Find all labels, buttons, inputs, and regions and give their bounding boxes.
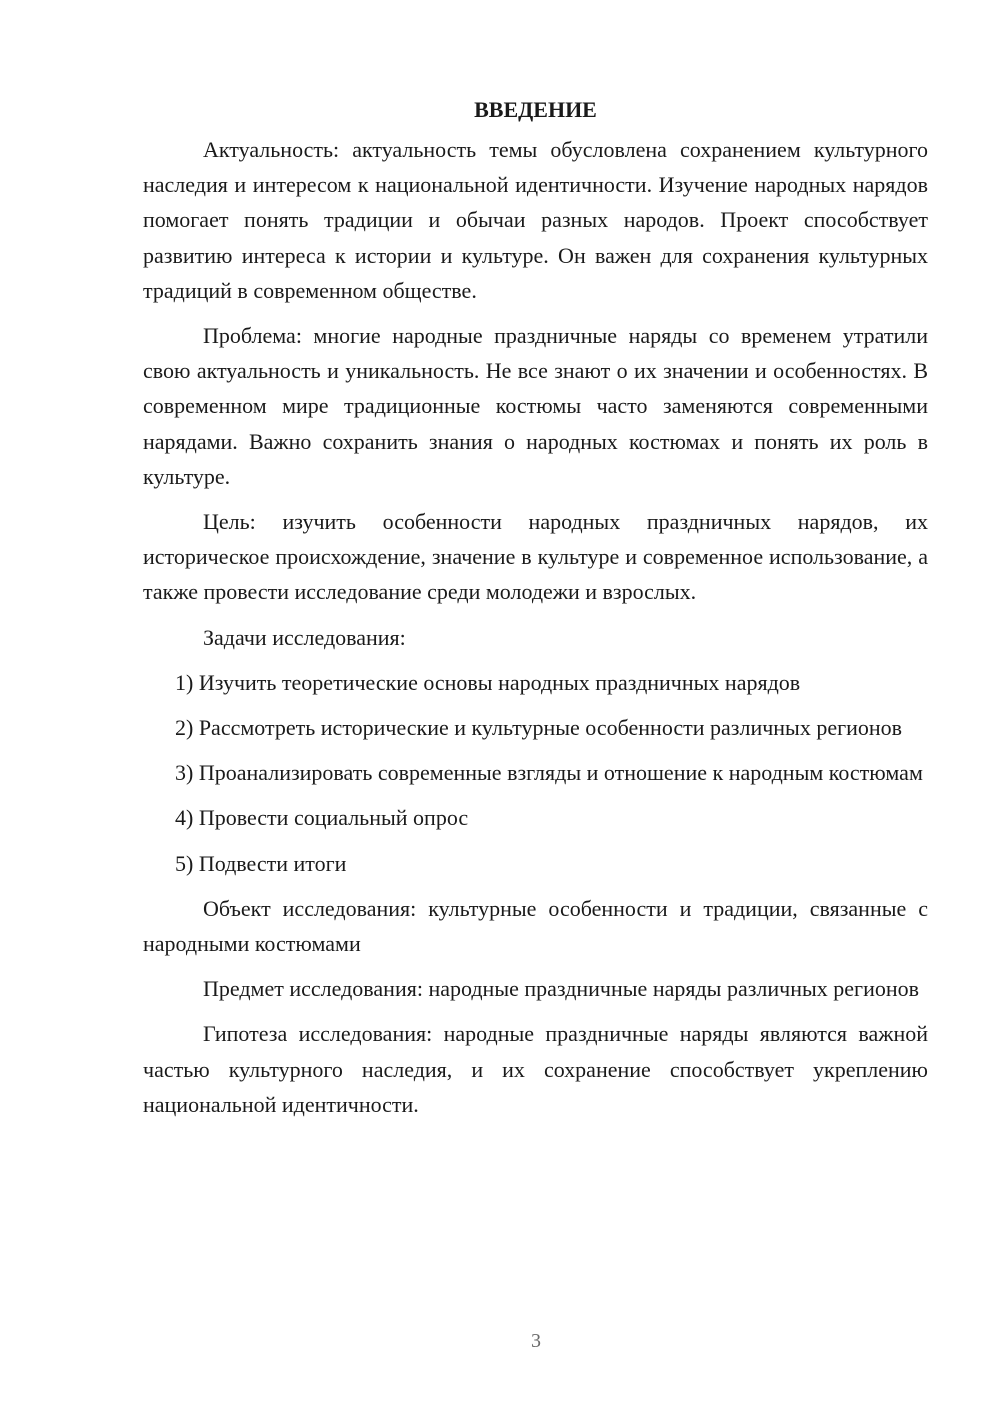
- task-item-1: 1) Изучить теоретические основы народных праздничных нарядов: [175, 669, 801, 695]
- section-heading: ВВЕДЕНИЕ: [474, 97, 597, 122]
- object-paragraph: Объект исследования: культурные особенности и традиции, связанные с народными костюмами: [143, 895, 928, 957]
- problem-paragraph: Проблема: многие народные праздничные наряды со временем утратили свою актуальность и уникальность. Не все знают о их значении и особенностях. В современном мире традиционные костюмы часто заменяются современными нарядами. Важно сохранить знания о народных костюмах и понять их роль в культуре.: [143, 323, 928, 489]
- goal-paragraph: Цель: изучить особенности народных праздничных нарядов, их историческое происхождение, значение в культуре и современное использование, а также провести исследование среди молодежи и взрослых.: [143, 509, 928, 605]
- task-item-5: 5) Подвести итоги: [175, 850, 347, 876]
- task-item-4: 4) Провести социальный опрос: [175, 805, 469, 831]
- task-item-2: 2) Рассмотреть исторические и культурные особенности различных регионов: [175, 715, 903, 741]
- page-number: 3: [531, 1330, 541, 1352]
- tasks-title: Задачи исследования:: [203, 624, 406, 650]
- document-page: [143, 92, 928, 1132]
- task-item-3: 3) Проанализировать современные взгляды и отношение к народным костюмам: [175, 760, 923, 786]
- relevance-paragraph: Актуальность: актуальность темы обусловлена сохранением культурного наследия и интересом к национальной идентичности. Изучение народных нарядов помогает понять традиции и обычаи разных народов. Проект способствует развитию интереса к истории и культуре. Он важен для сохранения культурных традиций в современном обществе.: [143, 137, 928, 303]
- hypothesis-paragraph: Гипотеза исследования: народные праздничные наряды являются важной частью культурного наследия, и их сохранение способствует укреплению национальной идентичности.: [143, 1021, 928, 1117]
- subject-paragraph: Предмет исследования: народные праздничные наряды различных регионов: [203, 976, 919, 1002]
